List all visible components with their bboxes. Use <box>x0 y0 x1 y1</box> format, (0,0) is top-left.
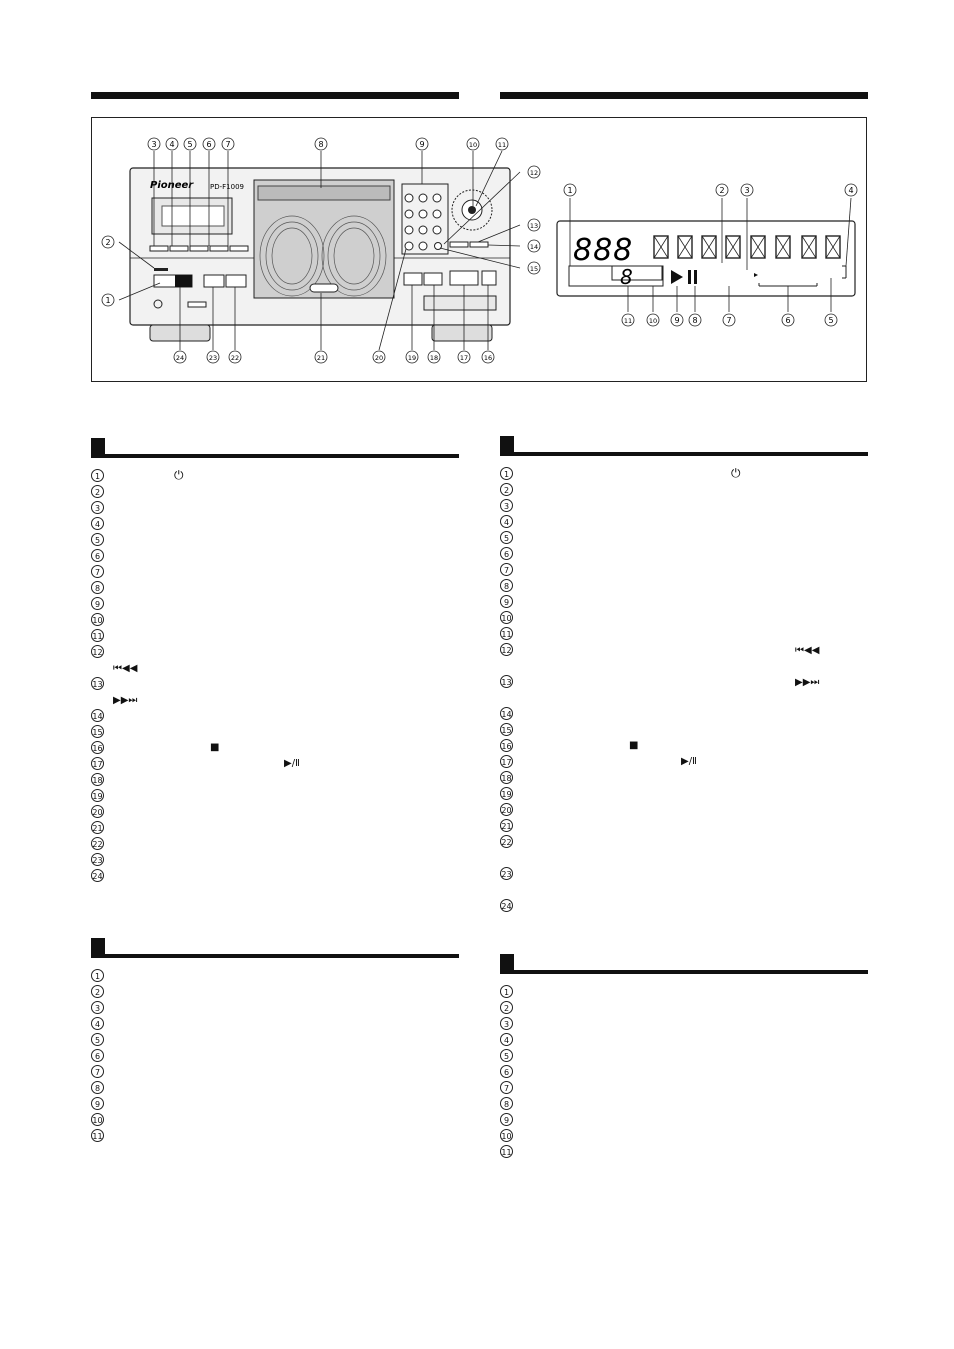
list-item <box>91 1079 459 1095</box>
list-item <box>500 769 868 785</box>
callout-number: 22 <box>230 354 240 362</box>
item-number: 24 <box>91 869 104 882</box>
list-item <box>500 983 868 999</box>
list-item <box>500 609 868 625</box>
callout-number: 3 <box>744 186 750 195</box>
item-number: 17 <box>91 757 104 770</box>
item-number: 6 <box>91 1049 104 1062</box>
list-item <box>500 577 868 593</box>
list-item <box>500 561 868 577</box>
callout-number: 7 <box>726 316 732 325</box>
list-item <box>500 1127 868 1143</box>
list-item <box>91 643 459 675</box>
callout-number: 3 <box>151 140 157 149</box>
item-number: 7 <box>91 565 104 578</box>
front-panel-and-display-diagram <box>92 118 868 383</box>
list-item <box>500 481 868 497</box>
list-item <box>91 675 459 707</box>
item-number: 2 <box>91 485 104 498</box>
model-label: PD-F1009 <box>210 183 244 191</box>
item-number: 5 <box>500 1049 513 1062</box>
callout-number: 1 <box>105 296 111 305</box>
list-item <box>500 817 868 833</box>
item-number: 5 <box>500 531 513 544</box>
callout-number: 15 <box>529 265 539 273</box>
list-item <box>500 1111 868 1127</box>
callout-number: 1 <box>567 186 573 195</box>
item-number: 1 <box>500 985 513 998</box>
list-item <box>91 1015 459 1031</box>
callout-number: 4 <box>848 186 854 195</box>
diagram-figure <box>91 117 867 382</box>
callout-number: 6 <box>785 316 791 325</box>
list-item <box>91 771 459 787</box>
callout-number: 2 <box>719 186 725 195</box>
list-item <box>91 467 459 483</box>
item-number: 19 <box>500 787 513 800</box>
list-item <box>500 833 868 865</box>
item-number: 24 <box>500 899 513 912</box>
item-number: 2 <box>500 1001 513 1014</box>
list-item <box>500 497 868 513</box>
item-number: 19 <box>91 789 104 802</box>
list-item <box>500 1143 868 1159</box>
item-number: 10 <box>91 1113 104 1126</box>
callout-number: 4 <box>169 140 175 149</box>
play-pause-icon: ▶/Ⅱ <box>284 758 300 769</box>
item-number: 10 <box>500 1129 513 1142</box>
item-number: 2 <box>91 985 104 998</box>
callout-number: 8 <box>318 140 324 149</box>
list-item <box>500 625 868 641</box>
item-number: 15 <box>500 723 513 736</box>
top-rule-left <box>91 92 459 99</box>
callout-number: 2 <box>105 238 111 247</box>
list-item <box>91 755 459 771</box>
display-list-left <box>91 967 459 1143</box>
item-number: 4 <box>500 1033 513 1046</box>
list-item <box>91 835 459 851</box>
item-number: 4 <box>91 517 104 530</box>
callout-number: 10 <box>648 317 658 325</box>
list-item <box>500 721 868 737</box>
list-item <box>91 563 459 579</box>
section-heading-left-b <box>91 938 459 958</box>
item-number: 11 <box>91 629 104 642</box>
list-item <box>91 803 459 819</box>
list-item <box>500 785 868 801</box>
rewind-icon: ⏮◀◀ <box>113 663 138 674</box>
item-number: 11 <box>500 627 513 640</box>
callout-number: 11 <box>623 317 633 325</box>
item-number: 22 <box>500 835 513 848</box>
list-item <box>91 1047 459 1063</box>
brand-logo: Pioneer <box>150 180 194 191</box>
front-panel-list-left <box>91 467 459 883</box>
callout-number: 19 <box>407 354 417 362</box>
callout-number: 8 <box>692 316 698 325</box>
list-item <box>500 465 868 481</box>
power-icon-right: ⏻ <box>731 466 741 480</box>
item-number: 14 <box>500 707 513 720</box>
list-item <box>91 983 459 999</box>
callout-number: 13 <box>529 222 539 230</box>
item-number: 6 <box>91 549 104 562</box>
item-number: 12 <box>500 643 513 656</box>
item-number: 3 <box>91 1001 104 1014</box>
item-number: 9 <box>91 597 104 610</box>
list-item <box>500 999 868 1015</box>
item-number: 22 <box>91 837 104 850</box>
item-number: 20 <box>500 803 513 816</box>
item-number: 5 <box>91 1033 104 1046</box>
callout-number: 16 <box>483 354 493 362</box>
callout-number: 5 <box>187 140 193 149</box>
list-item <box>500 1015 868 1031</box>
item-number: 18 <box>91 773 104 786</box>
list-item <box>91 851 459 867</box>
item-number: 1 <box>91 969 104 982</box>
callout-number: 9 <box>674 316 680 325</box>
list-item <box>500 897 868 913</box>
item-number: 23 <box>500 867 513 880</box>
item-number: 8 <box>91 1081 104 1094</box>
list-item <box>91 547 459 563</box>
item-number: 6 <box>500 547 513 560</box>
item-number: 9 <box>500 595 513 608</box>
item-number: 4 <box>91 1017 104 1030</box>
item-number: 3 <box>91 501 104 514</box>
list-item <box>500 737 868 753</box>
item-number: 16 <box>91 741 104 754</box>
cd-player-front-panel <box>130 168 510 341</box>
fl-display <box>557 221 855 296</box>
item-number: 21 <box>91 821 104 834</box>
callout-number: 14 <box>529 243 539 251</box>
list-item <box>91 1031 459 1047</box>
list-item <box>500 545 868 561</box>
list-item <box>91 627 459 643</box>
item-number: 1 <box>500 467 513 480</box>
list-item <box>500 1079 868 1095</box>
stop-icon-right: ■ <box>629 740 639 751</box>
item-number: 14 <box>91 709 104 722</box>
callout-number: 7 <box>225 140 231 149</box>
item-number: 12 <box>91 645 104 658</box>
stop-icon: ■ <box>210 742 220 753</box>
display-disc-digit: 8 <box>620 265 633 289</box>
item-number: 23 <box>91 853 104 866</box>
item-number: 9 <box>500 1113 513 1126</box>
list-item <box>91 723 459 739</box>
callout-number: 5 <box>828 316 834 325</box>
callout-number: 18 <box>429 354 439 362</box>
item-number: 10 <box>500 611 513 624</box>
callout-number: 17 <box>459 354 469 362</box>
rewind-icon-right: ⏮◀◀ <box>795 645 820 656</box>
list-item <box>91 787 459 803</box>
section-heading-right-a <box>500 436 868 456</box>
list-item <box>91 999 459 1015</box>
item-number: 2 <box>500 483 513 496</box>
list-item <box>91 579 459 595</box>
item-number: 15 <box>91 725 104 738</box>
callout-number: 20 <box>374 354 384 362</box>
list-item <box>500 1031 868 1047</box>
callout-number: 12 <box>529 169 539 177</box>
item-number: 7 <box>91 1065 104 1078</box>
list-item <box>500 865 868 897</box>
item-number: 1 <box>91 469 104 482</box>
list-item <box>500 1047 868 1063</box>
item-number: 17 <box>500 755 513 768</box>
callout-number: 9 <box>419 140 425 149</box>
callout-number: 11 <box>497 141 507 149</box>
callout-number: 24 <box>175 354 185 362</box>
forward-icon-right: ▶▶⏭ <box>795 677 820 688</box>
item-number: 6 <box>500 1065 513 1078</box>
power-icon: ⏻ <box>174 468 184 482</box>
display-digits: 888 <box>573 233 634 268</box>
list-item <box>500 529 868 545</box>
list-item <box>500 593 868 609</box>
display-list-right <box>500 983 868 1159</box>
list-item <box>91 1063 459 1079</box>
item-number: 7 <box>500 563 513 576</box>
item-number: 11 <box>91 1129 104 1142</box>
list-item <box>500 705 868 721</box>
item-number: 18 <box>500 771 513 784</box>
item-number: 5 <box>91 533 104 546</box>
list-item <box>500 801 868 817</box>
item-number: 13 <box>91 677 104 690</box>
front-panel-list-right <box>500 465 868 913</box>
item-number: 21 <box>500 819 513 832</box>
item-number: 8 <box>91 581 104 594</box>
list-item <box>91 595 459 611</box>
list-item <box>500 1095 868 1111</box>
list-item <box>91 707 459 723</box>
list-item <box>91 611 459 627</box>
callout-number: 21 <box>316 354 326 362</box>
item-number: 11 <box>500 1145 513 1158</box>
list-item <box>91 515 459 531</box>
item-number: 3 <box>500 1017 513 1030</box>
callout-number: 10 <box>468 141 478 149</box>
list-item <box>91 1127 459 1143</box>
list-item <box>91 1111 459 1127</box>
item-number: 10 <box>91 613 104 626</box>
list-item <box>91 1095 459 1111</box>
list-item <box>91 739 459 755</box>
item-number: 8 <box>500 1097 513 1110</box>
list-item <box>91 531 459 547</box>
item-number: 4 <box>500 515 513 528</box>
list-item <box>91 867 459 883</box>
list-item <box>91 499 459 515</box>
item-number: 13 <box>500 675 513 688</box>
item-number: 7 <box>500 1081 513 1094</box>
top-rule-right <box>500 92 868 99</box>
callout-number: 6 <box>206 140 212 149</box>
item-number: 9 <box>91 1097 104 1110</box>
callout-number: 23 <box>208 354 218 362</box>
item-number: 8 <box>500 579 513 592</box>
list-item <box>500 1063 868 1079</box>
section-heading-left-a <box>91 438 459 458</box>
list-item <box>91 819 459 835</box>
list-item <box>91 483 459 499</box>
forward-icon: ▶▶⏭ <box>113 695 138 706</box>
item-number: 3 <box>500 499 513 512</box>
play-pause-icon-right: ▶/Ⅱ <box>681 756 697 767</box>
item-number: 16 <box>500 739 513 752</box>
list-item <box>91 967 459 983</box>
section-heading-right-b <box>500 954 868 974</box>
list-item <box>500 513 868 529</box>
item-number: 20 <box>91 805 104 818</box>
